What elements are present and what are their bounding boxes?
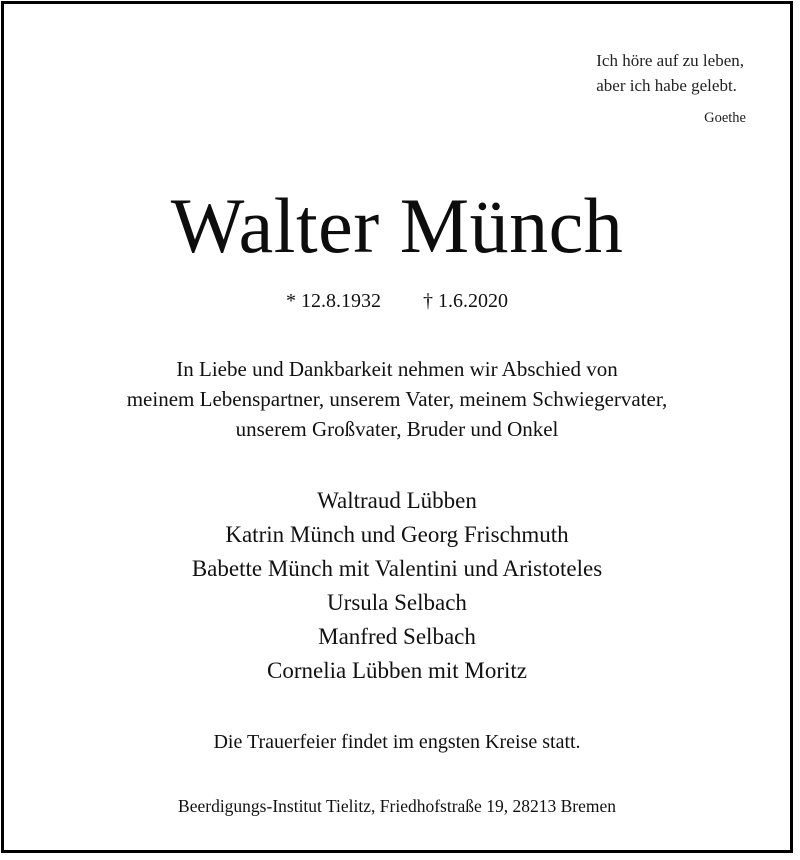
undertaker-address: Beerdigungs-Institut Tielitz, Friedhofstraße 19, 28213 Bremen	[178, 796, 616, 816]
quote	[596, 48, 744, 98]
mourner-name: Babette Münch mit Valentini und Aristoteles	[191, 556, 603, 581]
deceased-name: Walter Münch	[170, 182, 624, 269]
mourner-name: Waltraud Lübben	[317, 488, 477, 513]
farewell-line: In Liebe und Dankbarkeit nehmen wir Abschied von	[176, 357, 618, 381]
quote-author: Goethe	[704, 110, 746, 126]
obituary-frame	[1, 1, 793, 853]
farewell-line: meinem Lebenspartner, unserem Vater, meinem Schwiegervater,	[126, 387, 668, 411]
quote-line: Ich höre auf zu leben,	[596, 51, 744, 70]
mourner-name: Ursula Selbach	[327, 590, 467, 615]
mourners-list	[4, 484, 790, 688]
death-date: † 1.6.2020	[423, 290, 508, 312]
mourner-name: Cornelia Lübben mit Moritz	[267, 658, 527, 683]
mourner-name: Katrin Münch und Georg Frischmuth	[225, 522, 569, 547]
farewell-line: unserem Großvater, Bruder und Onkel	[235, 417, 559, 441]
life-dates	[4, 287, 790, 315]
birth-date: * 12.8.1932	[286, 290, 381, 312]
quote-line: aber ich habe gelebt.	[596, 76, 737, 95]
mourner-name: Manfred Selbach	[318, 624, 476, 649]
farewell-text	[4, 354, 790, 444]
ceremony-note: Die Trauerfeier findet im engsten Kreise statt.	[213, 731, 581, 753]
